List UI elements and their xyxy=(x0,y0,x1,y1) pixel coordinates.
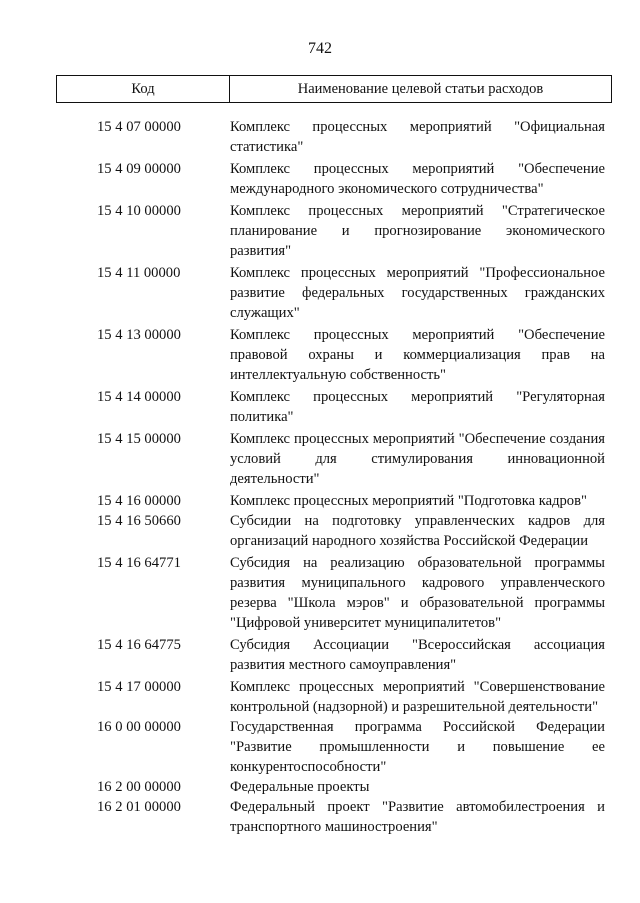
table-row xyxy=(0,797,640,837)
table-row xyxy=(0,677,640,717)
row-name: Субсидия Ассоциации "Всероссийская ассоциация развития местного самоуправления" xyxy=(230,637,605,673)
table-row xyxy=(0,553,640,633)
row-code: 16 2 01 00000 xyxy=(97,799,181,815)
row-name: Субсидии на подготовку управленческих кадров для организаций народного хозяйства Российской Федерации xyxy=(230,513,605,549)
table-row xyxy=(0,387,640,427)
row-name: Комплекс процессных мероприятий "Подготовка кадров" xyxy=(230,493,587,509)
column-header-name: Наименование целевой статьи расходов xyxy=(297,80,544,97)
table-row xyxy=(0,777,640,797)
row-code: 16 0 00 00000 xyxy=(97,719,181,735)
row-code: 16 2 00 00000 xyxy=(97,779,181,795)
row-name: Комплекс процессных мероприятий "Обеспечение создания условий для стимулирования инновационной деятельности" xyxy=(230,431,605,487)
row-code: 15 4 07 00000 xyxy=(97,119,181,135)
row-name: Комплекс процессных мероприятий "Обеспечение правовой охраны и коммерциализация прав на интеллектуальную собственность" xyxy=(230,327,605,383)
table-row xyxy=(0,159,640,199)
table-row xyxy=(0,511,640,551)
row-code: 15 4 17 00000 xyxy=(97,679,181,695)
row-name: Субсидия на реализацию образовательной программы развития муниципального кадрового управленческого резерва "Школа мэров" и образовательной программы "Цифровой университет муниципалитетов" xyxy=(230,555,605,631)
row-code: 15 4 10 00000 xyxy=(97,203,181,219)
row-code: 15 4 16 50660 xyxy=(97,513,181,529)
row-name: Государственная программа Российской Федерации "Развитие промышленности и повышение ее конкурентоспособности" xyxy=(230,719,605,775)
table-row xyxy=(0,717,640,777)
table-row xyxy=(0,117,640,157)
row-name: Комплекс процессных мероприятий "Обеспечение международного экономического сотрудничества" xyxy=(230,161,605,197)
row-code: 15 4 14 00000 xyxy=(97,389,181,405)
row-code: 15 4 15 00000 xyxy=(97,431,181,447)
table-header xyxy=(56,75,612,103)
row-name: Комплекс процессных мероприятий "Стратегическое планирование и прогнозирование экономического развития" xyxy=(230,203,605,259)
table-row xyxy=(0,325,640,385)
row-name: Федеральные проекты xyxy=(230,779,370,795)
page-number: 742 xyxy=(308,40,332,57)
row-code: 15 4 11 00000 xyxy=(97,265,181,281)
table-row xyxy=(0,263,640,323)
row-code: 15 4 16 64771 xyxy=(97,555,181,571)
row-name: Комплекс процессных мероприятий "Профессиональное развитие федеральных государственных гражданских служащих" xyxy=(230,265,605,321)
table-row xyxy=(0,201,640,261)
row-code: 15 4 13 00000 xyxy=(97,327,181,343)
table-row xyxy=(0,635,640,675)
row-code: 15 4 16 64775 xyxy=(97,637,181,653)
table-row xyxy=(0,429,640,489)
table-row xyxy=(0,491,640,511)
column-header-code: Код xyxy=(57,76,230,102)
row-code: 15 4 09 00000 xyxy=(97,161,181,177)
table-body xyxy=(0,117,640,837)
row-code: 15 4 16 00000 xyxy=(97,493,181,509)
row-name: Комплекс процессных мероприятий "Регуляторная политика" xyxy=(230,389,605,425)
row-name: Комплекс процессных мероприятий "Официальная статистика" xyxy=(230,119,605,155)
row-name: Комплекс процессных мероприятий "Совершенствование контрольной (надзорной) и разрешительной деятельности" xyxy=(230,679,605,715)
row-name: Федеральный проект "Развитие автомобилестроения и транспортного машиностроения" xyxy=(230,799,605,835)
